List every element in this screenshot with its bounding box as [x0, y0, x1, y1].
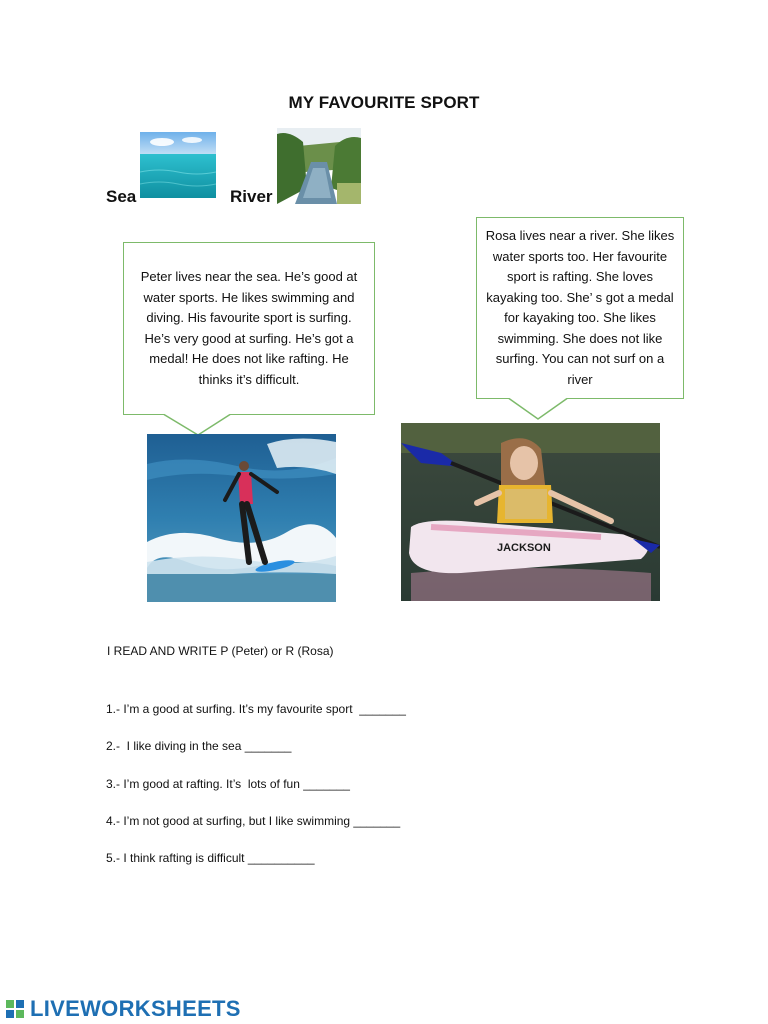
kayaker-photo [401, 423, 660, 601]
question-2: 2.- I like diving in the sea _______ [106, 739, 292, 753]
question-1: 1.- I’m a good at surfing. It’s my favourite sport _______ [106, 702, 406, 716]
peter-bubble-text: Peter lives near the sea. He’s good at water sports. He likes swimming and diving. His favourite sport is surfing. He’s very good at surfing. He’s got a medal! He does not like rafting. He thinks it’s difficult. [140, 269, 358, 387]
peter-speech-bubble [123, 242, 375, 415]
sea-label: Sea [106, 187, 137, 206]
rosa-bubble-text: Rosa lives near a river. She likes water sports too. Her favourite sport is rafting. She loves kayaking too. She’ s got a medal for kayaking too. She likes swimming. She does not like surfing. You can not surf on a river [485, 228, 675, 387]
question-3: 3.- I’m good at rafting. It’s lots of fun _______ [106, 777, 350, 791]
surfer-photo [147, 434, 336, 602]
sea-photo [140, 132, 216, 204]
liveworksheets-logo [6, 996, 241, 1022]
rosa-speech-bubble [476, 217, 684, 399]
liveworksheets-logo-icon [6, 998, 26, 1020]
logo-text: LIVEWORKSHEETS [30, 996, 241, 1021]
rosa-bubble-tail [505, 398, 575, 422]
question-5: 5.- I think rafting is difficult __________ [106, 851, 315, 865]
river-label: River [230, 187, 273, 206]
question-4: 4.- I’m not good at surfing, but I like swimming _______ [106, 814, 401, 828]
exercise-instruction: I READ AND WRITE P (Peter) or R (Rosa) [107, 644, 334, 658]
river-photo [277, 128, 361, 204]
page-title: MY FAVOURITE SPORT [288, 93, 480, 112]
kayak-brand-text: JACKSON [497, 542, 551, 554]
